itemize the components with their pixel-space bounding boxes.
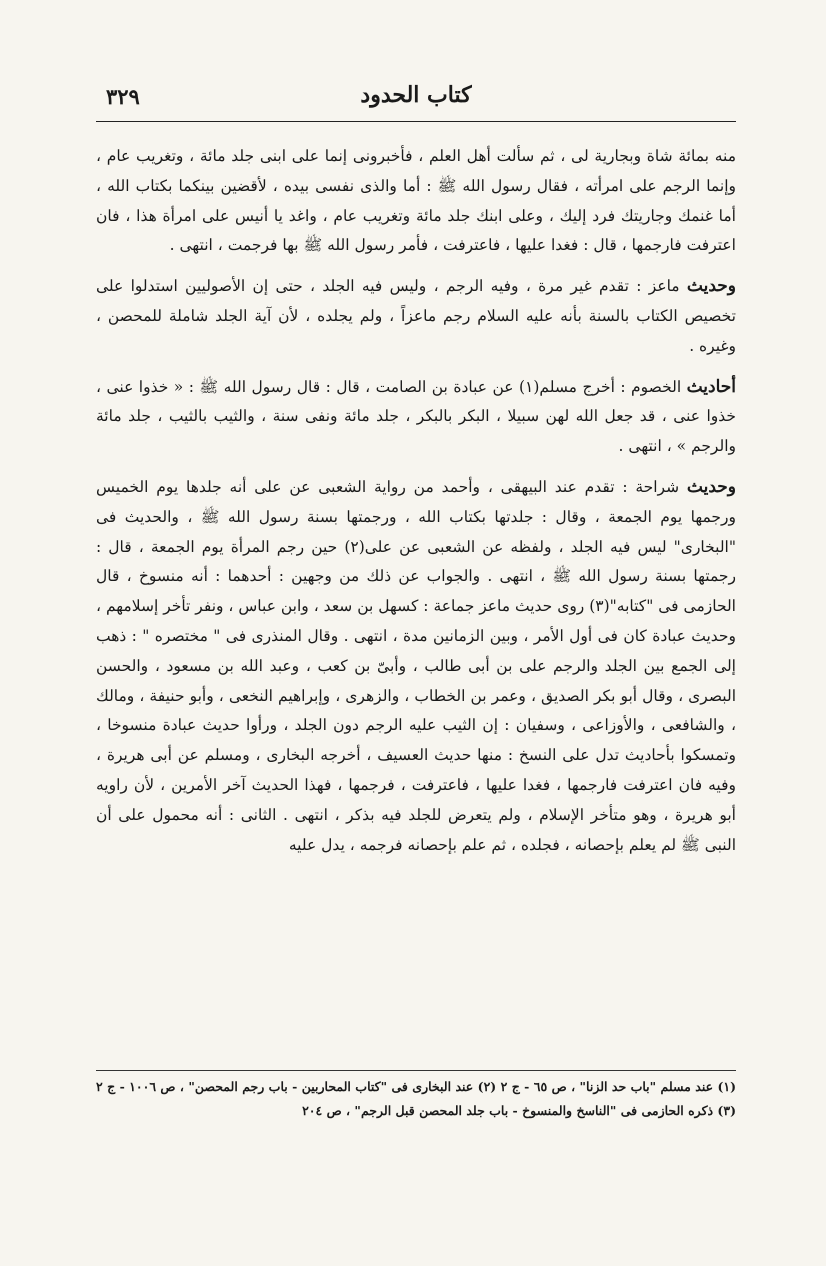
paragraph-text: منه بمائة شاة وبجارية لى ، ثم سألت أهل العلم ، فأخبرونى إنما على ابنى جلد مائة ، وتغريب عام ، وإنما الرجم على امرأته ، فقال رسول الله ﷺ : أما والذى نفسى بيده ، لأقضين بينكما بكتاب الله ، أما غنمك وجاريتك فرد إليك ، وعلى ابنك جلد مائة وتغريب عام ، واغد يا أنيس على امرأة هذا ، فان اعترفت فارجمها ، قال : فغدا عليها ، فاعترفت ، فأمر رسول الله ﷺ بها فرجمت ، انتهى .: [96, 147, 736, 255]
running-header: [96, 80, 736, 120]
footnotes: (١) عند مسلم "باب حد الزنا" ، ص ٦٥ - ج ٢ (٢) عند البخارى فى "كتاب المحاربين - باب رجم المحصن" ، ص ١٠٠٦ - ج ٢ (٣) ذكره الحازمى فى "الناسخ والمنسوخ - باب جلد المحصن قبل الرجم" ، ص ٢٠٤: [96, 1079, 737, 1118]
paragraph: [96, 373, 736, 462]
paragraph-lead: أحاديث: [686, 376, 736, 397]
paragraph-text: الخصوم : أخرج مسلم(١) عن عبادة بن الصامت ، قال : قال رسول الله ﷺ : « خذوا عنى ، خذوا عنى ، قد جعل الله لهن سبيلا ، البكر بالبكر ، جلد مائة ونفى سنة ، والثيب بالثيب ، جلد مائة والرجم » ، انتهى .: [96, 377, 736, 456]
footnote-rule: [96, 1070, 736, 1071]
page-number: ٣٢٩: [106, 84, 140, 109]
paragraph: [96, 473, 736, 860]
paragraph-text: ماعز : تقدم غير مرة ، وفيه الرجم ، وليس فيه الجلد ، حتى إن الأصوليين استدلوا على تخصيص الكتاب بالسنة بأنه عليه السلام رجم ماعزاً ، ولم يجلده ، لأن آية الجلد شاملة للمحصن ، وغيره .: [96, 277, 736, 355]
paragraph-text: شراحة : تقدم عند البيهقى ، وأحمد من رواية الشعبى عن على أنه جلدها يوم الخميس ورجمها يوم الجمعة ، وقال : جلدتها بكتاب الله ، ورجمتها بسنة رسول الله ﷺ ، والحديث فى "البخارى" ليس فيه الجلد ، ولفظه عن الشعبى عن على(٢) حين رجم المرأة يوم الجمعة ، قال : رجمتها بسنة رسول الله ﷺ ، انتهى . والجواب عن ذلك من وجهين : أحدهما : أنه منسوخ ، قال الحازمى فى "كتابه"(٣) روى حديث ماعز جماعة : كسهل بن سعد ، وابن عباس ، ونفر تأخر إسلامهم ، وحديث عبادة كان فى أول الأمر ، وبين الزمانين مدة ، انتهى . وقال المنذرى فى " مختصره " : ذهب إلى الجمع بين الجلد والرجم على بن أبى طالب ، وأبىّ بن كعب ، وعبد الله بن مسعود ، والحسن البصرى ، وقال أبو بكر الصديق ، وعمر بن الخطاب ، والزهرى ، وإبراهيم النخعى ، وأبو حنيفة ، ومالك ، والشافعى ، والأوزاعى ، وسفيان : إن الثيب عليه الرجم دون الجلد ، ورأوا حديث عبادة منسوخا ، وتمسكوا بأحاديث تدل على النسخ : منها حديث العسيف ، أخرجه البخارى ، ومسلم عن أبى هريرة ، وفيه فان اعترفت فارجمها ، فغدا عليها ، فاعترفت ، فرجمها ، فهذا الحديث آخر الأمرين ، لأن راويه أبو هريرة ، وهو متأخر الإسلام ، ولم يتعرض للجلد فيه بذكر ، انتهى . الثانى : أنه محمول على أن النبى ﷺ لم يعلم بإحصانه ، فجلده ، ثم علم بإحصانه فرجمه ، يدل عليه: [96, 477, 736, 854]
book-page: [96, 80, 736, 1180]
paragraph-lead: وحديث: [686, 476, 736, 497]
paragraph: [96, 142, 736, 261]
main-text: [96, 142, 736, 871]
header-rule: [96, 121, 736, 122]
chapter-title: كتاب الحدود: [360, 82, 472, 108]
paragraph: [96, 272, 736, 361]
paragraph-lead: وحديث: [686, 276, 736, 297]
